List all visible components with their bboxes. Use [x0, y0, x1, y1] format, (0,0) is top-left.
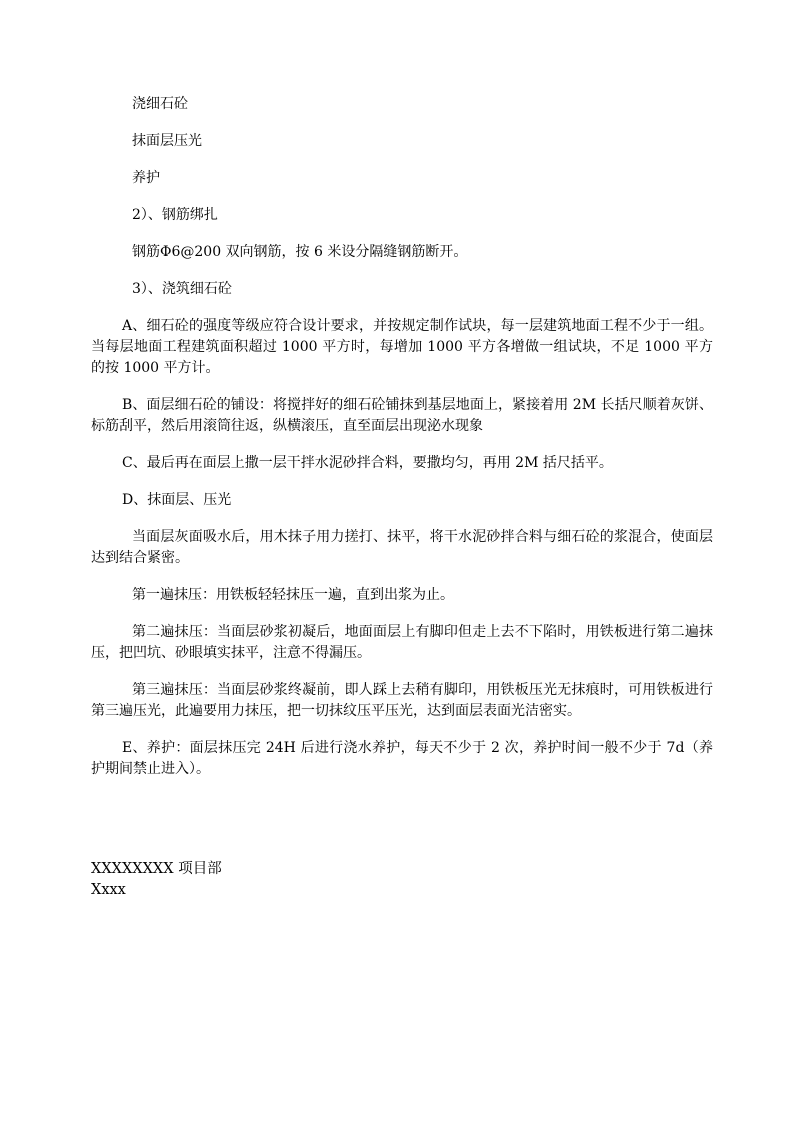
signature-org: XXXXXXXX 项目部 — [91, 861, 222, 877]
para-second-trowel-pass: 第二遍抹压：当面层砂浆初凝后，地面面层上有脚印但走上去不下陷时，用铁板进行第二遍抹压，把凹坑、砂眼填实抹平，注意不得漏压。 — [91, 624, 713, 661]
signature-block — [91, 859, 713, 901]
para-d-trowel-polish: D、抹面层、压光 — [122, 492, 232, 508]
para-first-trowel-pass: 第一遍抹压：用铁板轻轻抹压一遍，直到出浆为止。 — [132, 587, 454, 603]
line-trowel-surface-layer: 抹面层压光 — [132, 133, 202, 149]
para-surface-absorb-water: 当面层灰面吸水后，用木抹子用力搓打、抹平，将干水泥砂拌合料与细石砼的浆混合，使面层达到结合紧密。 — [91, 529, 713, 566]
para-b-surface-laying: B、面层细石砼的铺设：将搅拌好的细石砼铺抹到基层地面上，紧接着用 2M 长括尺顺着灰饼、标筋刮平，然后用滚筒往返，纵横滚压，直至面层出现泌水现象 — [91, 397, 713, 434]
signature-name: Xxxx — [91, 882, 126, 898]
para-a-strength-grade: A、细石砼的强度等级应符合设计要求，并按规定制作试块，每一层建筑地面工程不少于一组。当每层地面工程建筑面积超过 1000 平方时，每增加 1000 平方各增做一组试块，不足 1000 平方的按 1000 平方计。 — [91, 318, 713, 376]
para-rebar-spec: 钢筋Φ6@200 双向钢筋，按 6 米设分隔缝钢筋断开。 — [132, 244, 468, 260]
line-pour-fine-aggregate-concrete: 浇细石砼 — [132, 96, 188, 112]
para-c-dry-mix-spread: C、最后再在面层上撒一层干拌水泥砂拌合料，要撒均匀，再用 2M 括尺括平。 — [122, 455, 613, 471]
heading-rebar-tying: 2）、钢筋绑扎 — [132, 207, 218, 223]
heading-pour-fine-aggregate-concrete: 3）、浇筑细石砼 — [132, 281, 232, 297]
para-e-curing: E、养护：面层抹压完 24H 后进行浇水养护，每天不少于 2 次，养护时间一般不少于 7d（养护期间禁止进入）。 — [91, 740, 713, 777]
line-curing: 养护 — [132, 170, 160, 186]
para-third-trowel-pass: 第三遍抹压：当面层砂浆终凝前，即人踩上去稍有脚印，用铁板压光无抹痕时，可用铁板进行第三遍压光，此遍要用力抹压，把一切抹纹压平压光，达到面层表面光洁密实。 — [91, 682, 713, 719]
